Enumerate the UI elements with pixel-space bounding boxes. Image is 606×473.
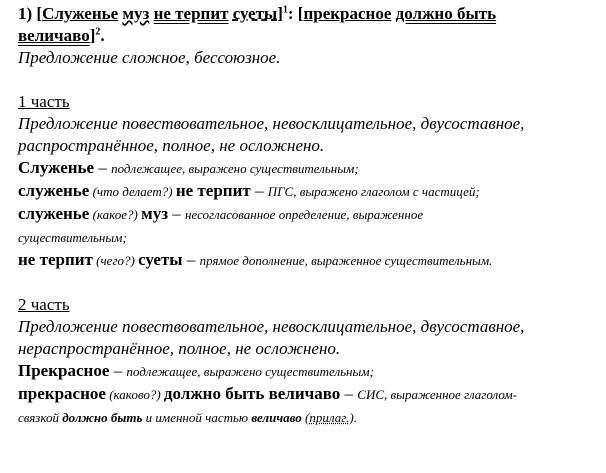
part1-l2-word: служенье (18, 181, 90, 200)
sentence-title: 1) [Служенье муз не терпит суеты]$^1$: [прекрасное должно быть (18, 4, 497, 23)
part1-l4-text: прямое дополнение, выраженное существительным. (199, 253, 493, 268)
part2-l3-b: должно быть (62, 410, 143, 425)
part1-l3-text: несогласованное определение, выраженное (185, 207, 424, 222)
sentence-summary: Предложение сложное, бессоюзное. (18, 48, 281, 67)
part1-l2-text: ПГС, выражено глаголом с частицей; (267, 184, 480, 199)
part2-l3-f: прилаг. (309, 410, 350, 425)
title-superscript-1: 1 (282, 4, 288, 16)
part1-l2-question: (что делает?) (89, 184, 176, 199)
part1-l4-word2: суеты (138, 250, 183, 269)
part2-l2-text: СИС, выраженное глаголом- (357, 387, 518, 402)
part2-l1-text: подлежащее, выражено существительным; (126, 364, 374, 379)
part1-l3-question: (какое?) (89, 207, 142, 222)
part1-l3-word: служенье (18, 204, 90, 223)
part2-l1-word: Прекрасное (18, 361, 110, 380)
part1-line-2 (18, 180, 606, 203)
sentence-title-cont: величаво]$^2$. (18, 26, 105, 45)
part1-l2-word2: не терпит (175, 181, 251, 200)
title-object-1: суеты (232, 4, 278, 23)
part2-l3-e: ( (301, 410, 310, 425)
part1-l2-dash: – (250, 181, 268, 200)
part2-heading: 2 часть (18, 295, 70, 314)
part2-l3-d: величаво (251, 410, 302, 425)
part2-desc-1: Предложение повествовательное, невосклицательное, двусоставное, (18, 317, 525, 336)
part1-l4-dash: – (182, 250, 200, 269)
title-predicate-2: должно быть (395, 4, 497, 23)
part1-l4-word: не терпит (18, 250, 93, 269)
part1-line-3 (18, 203, 606, 226)
part2-l3-a: связкой (18, 410, 63, 425)
part1-line-4 (18, 249, 606, 272)
part1-l3-dash: – (168, 204, 186, 223)
part1-l4-question: (чего?) (92, 253, 139, 268)
title-number: 1) (18, 4, 37, 23)
title-superscript-2: 2 (95, 26, 101, 38)
part2-line-2 (18, 383, 606, 406)
part1-l1-text: подлежащее, выражено существительным; (111, 161, 359, 176)
title-subject-1: Служенье (42, 4, 119, 23)
title-predicate-2b: величаво (18, 26, 90, 45)
part2-desc-2: нераспространённое, полное, не осложнено. (18, 339, 341, 358)
part1-l3-cont: существительным; (18, 230, 127, 245)
part2-l3-g: ). (349, 410, 357, 425)
part2-l1-dash: – (109, 361, 127, 380)
title-separator: : (287, 4, 298, 23)
part1-line-3-cont (18, 226, 606, 249)
part1-l1-word: Служенье (18, 158, 95, 177)
part1-heading: 1 часть (18, 92, 70, 111)
part1-line-1 (18, 157, 606, 180)
part2-line-3 (18, 406, 606, 429)
title-subject-2: прекрасное (303, 4, 392, 23)
part2-l3-c: и именной частью (142, 410, 252, 425)
part2-l2-word: прекрасное (18, 384, 106, 403)
part1-desc-2: распространённое, полное, не осложнено. (18, 136, 325, 155)
part2-l2-question: (каково?) (105, 387, 164, 402)
part1-l3-word2: муз (141, 204, 169, 223)
part2-l2-word2: должно быть величаво (163, 384, 341, 403)
part2-line-1 (18, 360, 606, 383)
part2-l2-dash: – (340, 384, 358, 403)
title-predicate-1: не терпит (153, 4, 229, 23)
part1-desc-1: Предложение повествовательное, невосклицательное, двусоставное, (18, 114, 525, 133)
part1-l1-dash: – (94, 158, 112, 177)
title-attribute-1: муз (122, 4, 150, 23)
title-end: . (100, 26, 105, 45)
